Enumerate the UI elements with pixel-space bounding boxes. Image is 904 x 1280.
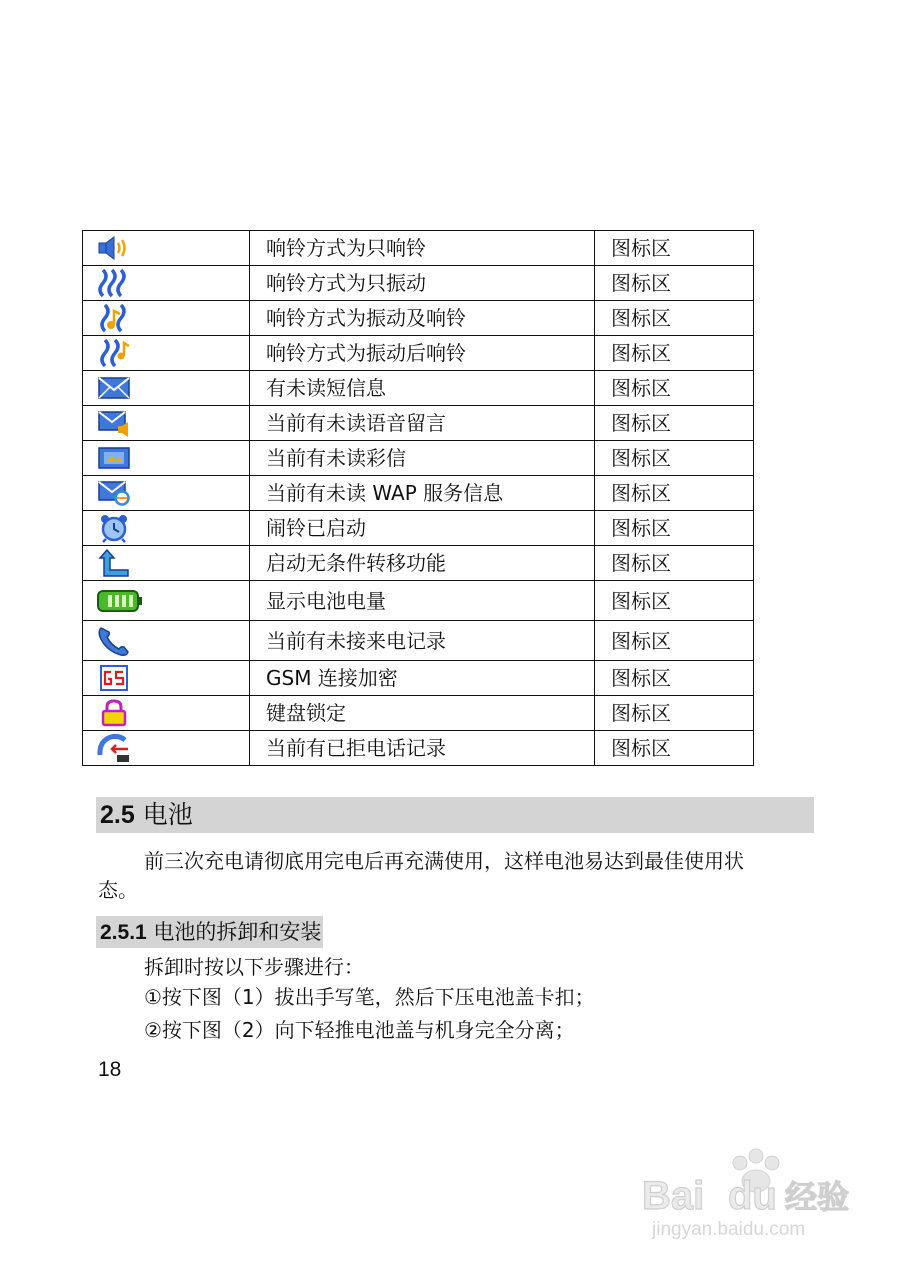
description-cell: 启动无条件转移功能	[250, 546, 595, 581]
battery-icon	[97, 588, 143, 614]
area-cell: 图标区	[595, 731, 754, 766]
icon-cell	[83, 696, 250, 731]
icon-cell	[83, 731, 250, 766]
baidu-jingyan-watermark	[640, 1145, 860, 1245]
rejected-call-icon	[97, 733, 131, 763]
unread-voicemail-icon	[97, 409, 131, 437]
table-row	[83, 231, 754, 266]
area-cell: 图标区	[595, 336, 754, 371]
icon-cell	[83, 581, 250, 621]
description-cell: 当前有未读彩信	[250, 441, 595, 476]
table-row	[83, 661, 754, 696]
description-cell: 响铃方式为只振动	[250, 266, 595, 301]
svg-text:Bai: Bai	[642, 1174, 705, 1218]
icon-cell	[83, 661, 250, 696]
area-cell: 图标区	[595, 231, 754, 266]
steps-intro: 拆卸时按以下步骤进行：	[144, 955, 364, 979]
icon-cell	[83, 546, 250, 581]
table-row	[83, 731, 754, 766]
icon-cell	[83, 621, 250, 661]
keypad-lock-icon	[97, 699, 131, 727]
description-cell: 响铃方式为振动及响铃	[250, 301, 595, 336]
alarm-clock-icon	[97, 513, 131, 543]
description-cell: 响铃方式为只响铃	[250, 231, 595, 266]
table-row	[83, 301, 754, 336]
step-2: ②按下图（2）向下轻推电池盖与机身完全分离；	[144, 1018, 575, 1042]
icon-cell	[83, 301, 250, 336]
subsection-number: 2.5.1	[100, 921, 147, 944]
table-row	[83, 621, 754, 661]
area-cell: 图标区	[595, 546, 754, 581]
vibrate-only-icon	[97, 268, 131, 298]
description-cell: 当前有未接来电记录	[250, 621, 595, 661]
description-cell: 当前有已拒电话记录	[250, 731, 595, 766]
area-cell: 图标区	[595, 371, 754, 406]
status-icon-table	[82, 230, 754, 766]
area-cell: 图标区	[595, 441, 754, 476]
description-cell: 当前有未读 WAP 服务信息	[250, 476, 595, 511]
section-heading	[96, 797, 814, 833]
unread-sms-icon	[97, 375, 131, 401]
description-cell: GSM 连接加密	[250, 661, 595, 696]
icon-cell	[83, 441, 250, 476]
icon-cell	[83, 266, 250, 301]
icon-cell	[83, 511, 250, 546]
unread-mms-icon	[97, 445, 131, 471]
svg-text:du: du	[728, 1174, 777, 1218]
page-number: 18	[98, 1058, 122, 1081]
area-cell: 图标区	[595, 511, 754, 546]
icon-cell	[83, 476, 250, 511]
unread-wap-push-icon	[97, 479, 131, 507]
description-cell: 响铃方式为振动后响铃	[250, 336, 595, 371]
gsm-encryption-icon	[97, 664, 131, 692]
table-row	[83, 406, 754, 441]
area-cell: 图标区	[595, 266, 754, 301]
vibrate-then-ring-icon	[97, 338, 131, 368]
table-row	[83, 696, 754, 731]
table-row	[83, 266, 754, 301]
icon-cell	[83, 406, 250, 441]
subsection-title: 电池的拆卸和安装	[153, 920, 322, 944]
missed-call-icon	[97, 625, 131, 657]
table-row	[83, 336, 754, 371]
table-row	[83, 546, 754, 581]
area-cell: 图标区	[595, 696, 754, 731]
area-cell: 图标区	[595, 406, 754, 441]
area-cell: 图标区	[595, 301, 754, 336]
ring-only-icon	[97, 235, 131, 261]
table-row	[83, 441, 754, 476]
icon-cell	[83, 336, 250, 371]
call-forward-icon	[97, 548, 131, 578]
section-number: 2.5	[100, 801, 135, 829]
description-cell: 有未读短信息	[250, 371, 595, 406]
subsection-heading	[96, 916, 323, 948]
section-paragraph-line1: 前三次充电请彻底用完电后再充满使用，这样电池易达到最佳使用状	[144, 849, 744, 873]
area-cell: 图标区	[595, 476, 754, 511]
section-title: 电池	[142, 800, 193, 829]
svg-text:经验: 经验	[785, 1178, 850, 1216]
description-cell: 当前有未读语音留言	[250, 406, 595, 441]
icon-cell	[83, 371, 250, 406]
section-paragraph-line2: 态。	[98, 878, 138, 902]
description-cell: 键盘锁定	[250, 696, 595, 731]
area-cell: 图标区	[595, 661, 754, 696]
description-cell: 闹铃已启动	[250, 511, 595, 546]
vibrate-and-ring-icon	[97, 303, 131, 333]
step-1: ①按下图（1）拔出手写笔，然后下压电池盖卡扣；	[144, 985, 595, 1009]
watermark-url: jingyan.baidu.com	[652, 1219, 806, 1240]
area-cell: 图标区	[595, 621, 754, 661]
table-row	[83, 511, 754, 546]
table-row	[83, 581, 754, 621]
table-row	[83, 476, 754, 511]
table-row	[83, 371, 754, 406]
area-cell: 图标区	[595, 581, 754, 621]
icon-cell	[83, 231, 250, 266]
description-cell: 显示电池电量	[250, 581, 595, 621]
